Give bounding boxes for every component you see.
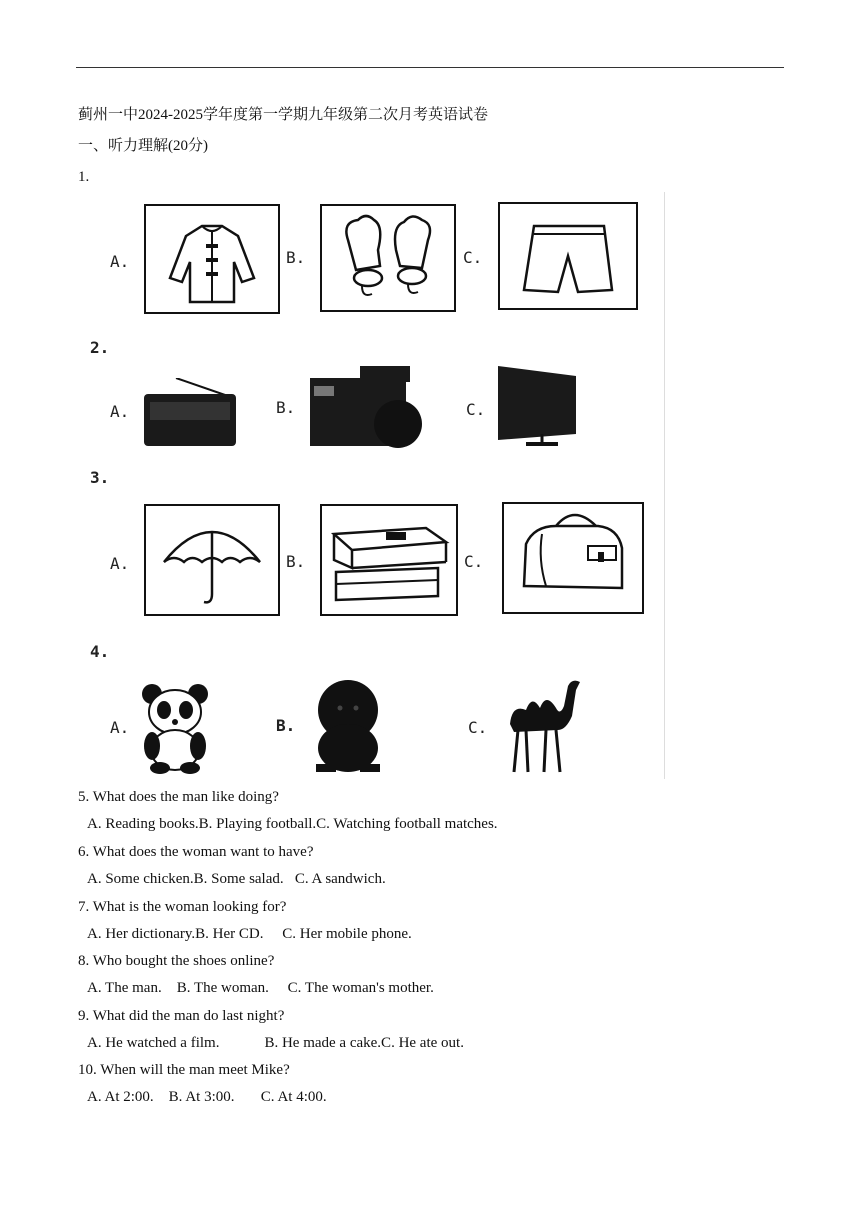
question-5: 5. What does the man like doing?: [78, 789, 279, 805]
shorts-icon: [498, 202, 638, 310]
listening-pictures: [80, 192, 666, 779]
q1-label-b: B.: [286, 248, 306, 267]
q1-label-c: C.: [463, 248, 483, 267]
coat-icon: [144, 204, 280, 314]
mittens-icon: [320, 204, 456, 312]
q2-number: 2.: [90, 338, 110, 357]
question-6: 6. What does the woman want to have?: [78, 844, 314, 860]
panda-icon: [138, 678, 212, 774]
question-7-options: A. Her dictionary.B. Her CD. C. Her mobile phone.: [87, 926, 412, 942]
question-10-options: A. At 2:00. B. At 3:00. C. At 4:00.: [87, 1089, 327, 1105]
question-10: 10. When will the man meet Mike?: [78, 1062, 290, 1078]
backpack-icon: [502, 502, 644, 614]
question-6-options: A. Some chicken.B. Some salad. C. A sandwich.: [87, 871, 386, 887]
tv-icon: [496, 364, 578, 448]
question-1-number: 1.: [78, 169, 90, 185]
exam-title: 蓟州一中2024-2025学年度第一学期九年级第二次月考英语试卷: [78, 107, 488, 123]
camera-icon: [306, 364, 426, 450]
question-7: 7. What is the woman looking for?: [78, 899, 287, 915]
camel-icon: [502, 676, 586, 776]
question-5-options: A. Reading books.B. Playing football.C. Watching football matches.: [87, 816, 498, 832]
q3-number: 3.: [90, 468, 110, 487]
lion-icon: [308, 676, 388, 776]
umbrella-icon: [144, 504, 280, 616]
books-icon: [320, 504, 458, 616]
q2-label-a: A.: [110, 402, 130, 421]
q3-label-c: C.: [464, 552, 484, 571]
q3-label-a: A.: [110, 554, 130, 573]
section-heading: 一、听力理解(20分): [78, 138, 208, 154]
header-rule: [76, 67, 784, 68]
q3-label-b: B.: [286, 552, 306, 571]
q2-label-b: B.: [276, 398, 296, 417]
q4-label-c: C.: [468, 718, 488, 737]
q2-label-c: C.: [466, 400, 486, 419]
q1-label-a: A.: [110, 252, 130, 271]
q4-number: 4.: [90, 642, 110, 661]
q4-label-a: A.: [110, 718, 130, 737]
q4-label-b: B.: [276, 716, 296, 735]
question-9-options: A. He watched a film. B. He made a cake.C. He ate out.: [87, 1035, 464, 1051]
question-9: 9. What did the man do last night?: [78, 1008, 285, 1024]
question-8: 8. Who bought the shoes online?: [78, 953, 275, 969]
radio-icon: [142, 378, 238, 450]
question-8-options: A. The man. B. The woman. C. The woman's mother.: [87, 980, 434, 996]
